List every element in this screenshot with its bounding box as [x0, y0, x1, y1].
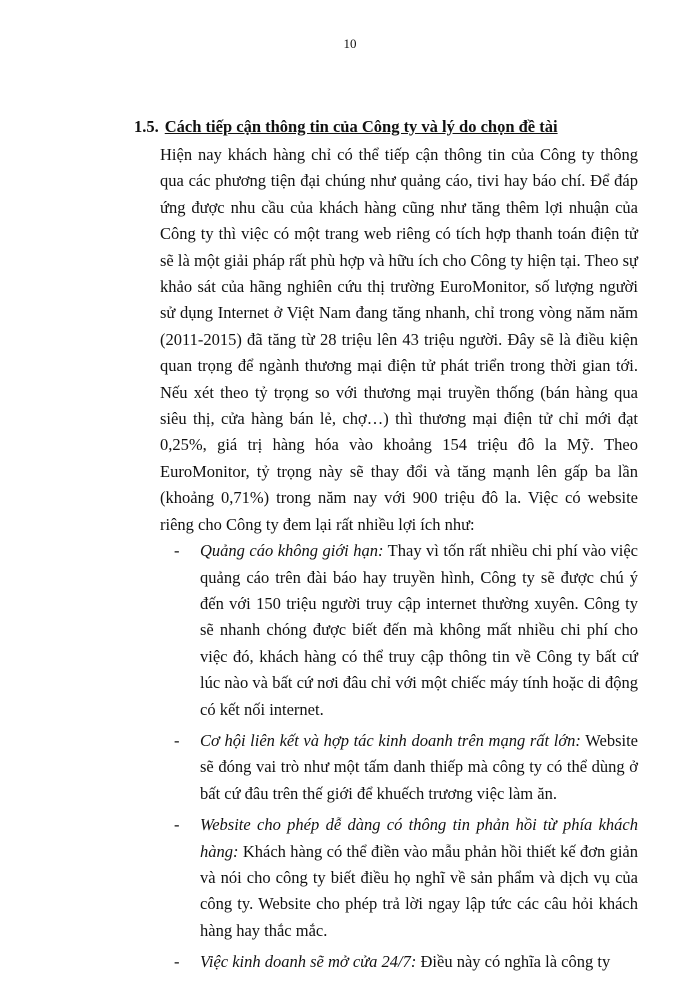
list-item: [174, 728, 638, 807]
bullet-dash: -: [174, 730, 180, 750]
list-item: [174, 949, 638, 975]
bullet-text: Thay vì tốn rất nhiều chi phí vào việc quảng cáo trên đài báo hay truyền hình, Công ty sẽ được chú ý đến với 150 triệu người truy cập internet thường xuyên. Công ty sẽ nhanh chóng được biết đến mà không mất nhiều chi phí cho việc đó, khách hàng có thể truy cập thông tin về Công ty bất cứ lúc nào và bất cứ nơi đâu chỉ với một chiếc máy tính hoặc di động có kết nối internet.: [200, 541, 638, 719]
section-heading: [134, 117, 558, 137]
bullet-text: Khách hàng có thể điền vào mẫu phản hồi thiết kế đơn giản và nói cho công ty biết điều họ nghĩ về sản phẩm và dịch vụ của công ty. Website cho phép trả lời ngay lập tức các câu hỏi khách hàng hay thắc mắc.: [200, 841, 638, 940]
bullet-dash: -: [174, 952, 180, 972]
bullet-dash: -: [174, 541, 180, 561]
bullet-lead: Quảng cáo không giới hạn:: [200, 541, 384, 561]
section-title: Cách tiếp cận thông tin của Công ty và lý do chọn đề tài: [164, 117, 558, 136]
page-number: 10: [343, 36, 357, 51]
intro-paragraph: Hiện nay khách hàng chỉ có thể tiếp cận thông tin của Công ty thông qua các phương tiện đại chúng như quảng cáo, tivi hay báo chí. Để đáp ứng được nhu cầu của khách hàng cũng như tăng thêm lợi nhuận của Công ty thì việc có một trang web riêng có tích hợp thanh toán điện tử sẽ là một giải pháp rất phù hợp và hữu ích cho Công ty hiện tại. Theo sự khảo sát của hãng nghiên cứu thị trường EuroMonitor, số lượng người sử dụng Internet ở Việt Nam đang tăng nhanh, chỉ trong vòng năm năm (2011-2015) đã tăng từ 28 triệu lên 43 triệu người. Đây sẽ là điều kiện quan trọng để ngành thương mại điện tử phát triển trong thời gian tới. Nếu xét theo tỷ trọng so với thương mại truyền thống (bán hàng qua siêu thị, cửa hàng bán lẻ, chợ…) thì thương mại điện tử chỉ mới đạt 0,25%, giá trị hàng hóa vào khoảng 154 triệu đô la Mỹ. Theo EuroMonitor, tỷ trọng này sẽ thay đổi và tăng mạnh lên gấp ba lần (khoảng 0,71%) trong năm nay với 900 triệu đô la. Việc có website riêng cho Công ty đem lại rất nhiều lợi ích như:: [160, 145, 638, 534]
bullet-text: Điều này có nghĩa là công ty: [416, 952, 611, 972]
document-body: [160, 142, 638, 981]
bullet-dash: -: [174, 815, 180, 835]
bullet-text: Website sẽ đóng vai trò như một tấm danh thiếp mà công ty có thể dùng ở bất cứ đâu trên thế giới để khuếch trương việc làm ăn.: [200, 730, 638, 803]
list-item: [174, 812, 638, 944]
section-number: 1.5.: [134, 117, 159, 136]
bullet-lead: Cơ hội liên kết và hợp tác kinh doanh trên mạng rất lớn:: [200, 730, 581, 750]
bullet-lead: Việc kinh doanh sẽ mở cửa 24/7:: [200, 952, 417, 972]
benefit-list: [174, 538, 638, 976]
list-item: [174, 538, 638, 723]
bullet-lead: Website cho phép dễ dàng có thông tin phản hồi từ phía khách hàng:: [200, 815, 638, 861]
